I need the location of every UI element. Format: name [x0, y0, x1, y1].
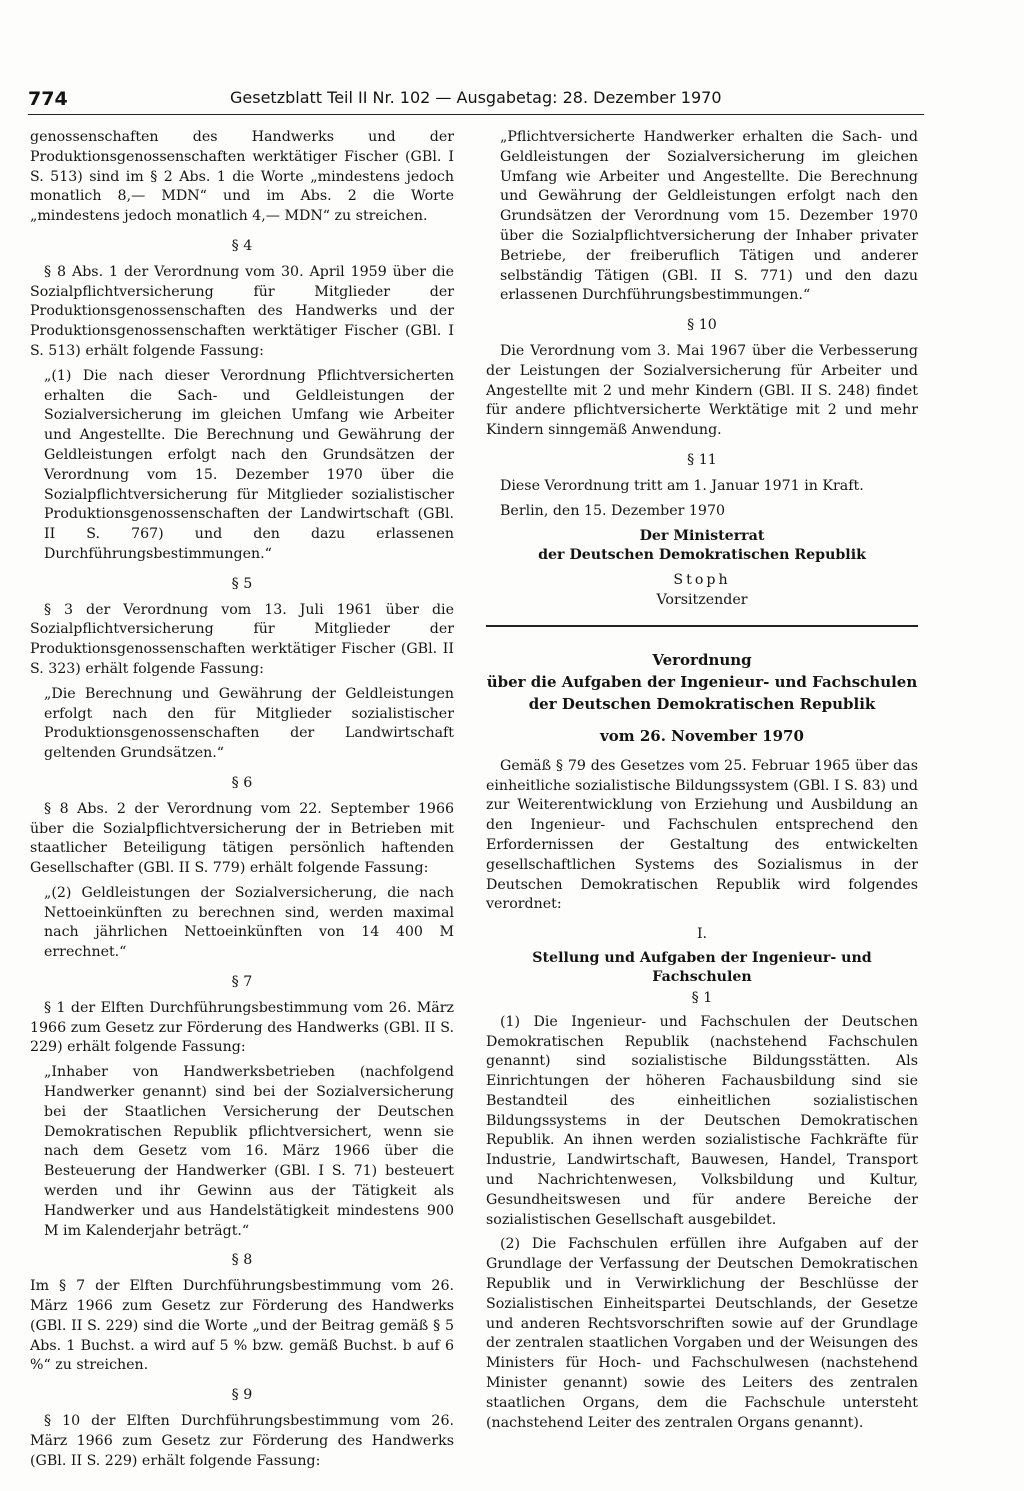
divider-rule — [486, 625, 918, 627]
section-5-text: § 3 der Verordnung vom 13. Juli 1961 über die Sozialpflichtversicherung für Mitglieder der Produktionsgenossenschaften werktätiger Fischer (GBl. II S. 323) erhält folgende Fassung: — [30, 601, 454, 677]
section-11-text: Diese Verordnung tritt am 1. Januar 1971 in Kraft. — [500, 477, 864, 494]
section-6-quote: „(2) Geldleistungen der Sozialversicherung, die nach Nettoeinkünften zu berechnen sind, werden maximal nach jährlichen Nettoeinkünften von 14 400 M errechnet.“ — [44, 884, 454, 961]
page-header — [28, 88, 924, 115]
signer-name: Stoph — [673, 572, 731, 589]
page-number: 774 — [28, 88, 68, 110]
council-line-1: Der Ministerrat — [639, 528, 765, 545]
section-11-heading: § 11 — [687, 451, 717, 468]
ordinance-title-3: der Deutschen Demokratischen Republik — [528, 694, 876, 713]
section-6-heading: § 6 — [231, 774, 253, 791]
section-6-text: § 8 Abs. 2 der Verordnung vom 22. September 1966 über die Sozialpflichtversicherung der in Betrieben mit staatlicher Beteiligung tätigen persönlich haftenden Gesellschafter (GBl. II S. 779) erhält folgende Fassung: — [30, 800, 454, 877]
section-9-quote: „Pflichtversicherte Handwerker erhalten die Sach- und Geldleistungen der Sozialversicherung im gleichen Umfang wie Arbeiter und Angestellte. Die Berechnung und Gewährung der Geldleistungen erfolgt nach den Grundsätzen der Verordnung vom 15. Dezember 1970 über die Sozialpflichtversicherung der Inhaber privater Betriebe, der freiberuflich Tätigen und anderer selbständig Tätigen (GBl. II S. 771) und den dazu erlassenen Durchführungsbestimmungen.“ — [500, 129, 918, 304]
section-8-text: Im § 7 der Elften Durchführungsbestimmung vom 26. März 1966 zum Gesetz zur Förderung des Handwerks (GBl. II S. 229) sind die Worte „und der Beitrag gemäß § 5 Abs. 1 Buchst. a wird auf 5 % bzw. gemäß Buchst. b auf 6 %“ zu streichen. — [30, 1278, 454, 1374]
ordinance-intro: Gemäß § 79 des Gesetzes vom 25. Februar 1965 über das einheitliche sozialistische Bildungssystem (GBl. I S. 83) und zur Weiterentwicklung von Erziehung und Ausbildung an den Ingenieur- und Fachschulen entsprechend den Erfordernissen der Gestaltung des entwickelten gesellschaftlichen Systems des Sozialismus in der Deutschen Demokratischen Republik wird folgendes verordnet: — [486, 757, 918, 913]
section-7-text: § 1 der Elften Durchführungsbestimmung vom 26. März 1966 zum Gesetz zur Förderung des Handwerks (GBl. II S. 229) erhält folgende Fassung: — [30, 999, 454, 1056]
section-4-heading: § 4 — [231, 237, 253, 254]
section-8-heading: § 8 — [231, 1252, 253, 1269]
left-column — [30, 128, 454, 1476]
right-column — [486, 128, 918, 1438]
council-line-2: der Deutschen Demokratischen Republik — [538, 547, 866, 564]
section-5-heading: § 5 — [231, 575, 253, 592]
ordinance-title-2: über die Aufgaben der Ingenieur- und Fachschulen — [486, 672, 918, 691]
section-9-heading: § 9 — [231, 1387, 253, 1404]
running-title: Gesetzblatt Teil II Nr. 102 — Ausgabetag: 28. Dezember 1970 — [230, 88, 722, 107]
signer-role: Vorsitzender — [656, 592, 748, 609]
chapter-number: I. — [696, 926, 708, 943]
ordinance-title-1: Verordnung — [652, 650, 752, 669]
paragraph-intro: genossenschaften des Handwerks und der Produktionsgenossenschaften werktätiger Fischer (GBl. I S. 513) sind im § 2 Abs. 1 die Worte „mindestens jedoch monatlich 8,— MDN“ und im Abs. 2 die Worte „mindestens jedoch monatlich 4,— MDN“ zu streichen. — [30, 129, 454, 225]
section-1-para-1: (1) Die Ingenieur- und Fachschulen der Deutschen Demokratischen Republik (nachstehend Fachschulen genannt) sind sozialistische Bildungsstätten. Als Einrichtungen der höheren Fachausbildung sind sie Bestandteil des einheitlichen sozialistischen Bildungssystems in der Deutschen Demokratischen Republik. An ihnen werden sozialistische Fachkräfte für Industrie, Landwirtschaft, Bauwesen, Handel, Transport und Nachrichtenwesen, Volksbildung und Kultur, Gesundheitswesen und für andere Bereiche der sozialistischen Gesellschaft ausgebildet. — [486, 1013, 918, 1228]
signature-block — [486, 527, 918, 565]
section-10-heading: § 10 — [687, 317, 717, 334]
section-1-heading: § 1 — [691, 989, 713, 1006]
place-date: Berlin, den 15. Dezember 1970 — [500, 502, 726, 519]
ordinance-date: vom 26. November 1970 — [600, 726, 804, 745]
section-7-quote: „Inhaber von Handwerksbetrieben (nachfolgend Handwerker genannt) sind bei der Sozialversicherung bei der Staatlichen Versicherung der Deutschen Demokratischen Republik pflichtversichert, wenn sie nach dem Gesetz vom 16. März 1966 über die Besteuerung der Handwerker (GBl. I S. 71) besteuert werden und ihr Gewinn aus der Tätigkeit als Handwerker und aus Handelstätigkeit mindestens 900 M im Kalenderjahr beträgt.“ — [44, 1064, 454, 1239]
section-5-quote: „Die Berechnung und Gewährung der Geldleistungen erfolgt nach den für Mitglieder sozialistischer Produktionsgenossenschaften der Landwirtschaft geltenden Grundsätzen.“ — [44, 685, 454, 762]
chapter-title: Stellung und Aufgaben der Ingenieur- und Fachschulen — [532, 949, 872, 985]
section-1-para-2: (2) Die Fachschulen erfüllen ihre Aufgaben auf der Grundlage der Verfassung der Deutschen Demokratischen Republik und in Verwirklichung der Beschlüsse der Sozialistischen Einheitspartei Deutschlands, der Gesetze und anderen Rechtsvorschriften sowie auf der Grundlage der zentralen staatlichen Vorgaben und der Weisungen des Ministers für Hoch- und Fachschulwesen (nachstehend Minister genannt) sowie des Leiters des zentralen staatlichen Organs, dem die Fachschule untersteht (nachstehend Leiter des zentralen Organs genannt). — [486, 1236, 918, 1431]
section-4-text: § 8 Abs. 1 der Verordnung vom 30. April 1959 über die Sozialpflichtversicherung für Mitglieder der Produktionsgenossenschaften des Handwerks und der Produktionsgenossenschaften werktätiger Fischer (GBl. I S. 513) erhält folgende Fassung: — [30, 263, 454, 359]
section-7-heading: § 7 — [231, 974, 253, 991]
section-10-text: Die Verordnung vom 3. Mai 1967 über die Verbesserung der Leistungen der Sozialversicherung für Arbeiter und Angestellte mit 2 und mehr Kindern (GBl. II S. 248) findet für andere pflichtversicherte Werktätige mit 2 und mehr Kindern sinngemäß Anwendung. — [486, 342, 918, 439]
section-4-quote: „(1) Die nach dieser Verordnung Pflichtversicherten erhalten die Sach- und Geldleistungen der Sozialversicherung im gleichen Umfang wie Arbeiter und Angestellte. Die Berechnung und Gewährung der Geldleistungen erfolgt nach den Grundsätzen der Verordnung vom 15. Dezember 1970 über die Sozialpflichtversicherung für Mitglieder sozialistischer Produktionsgenossenschaften der Landwirtschaft (GBl. II S. 767) und den dazu erlassenen Durchführungsbestimmungen.“ — [44, 367, 454, 562]
section-9-text: § 10 der Elften Durchführungsbestimmung vom 26. März 1966 zum Gesetz zur Förderung des Handwerks (GBl. II S. 229) erhält folgende Fassung: — [30, 1413, 454, 1469]
